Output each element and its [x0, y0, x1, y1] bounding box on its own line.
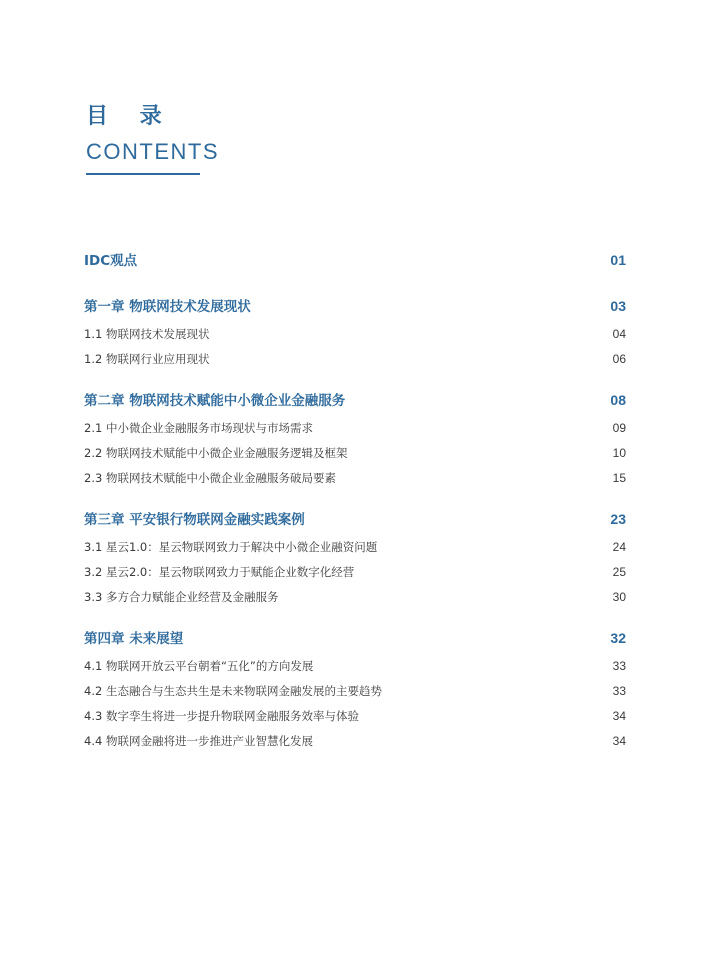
toc-chapter-page: 32: [610, 630, 626, 646]
toc-chapter-heading[interactable]: [84, 507, 626, 531]
title-block: [86, 103, 219, 175]
toc-chapter-label: 第三章 平安银行物联网金融实践案例: [84, 512, 305, 528]
toc-item-page: 25: [612, 565, 626, 579]
toc-chapter-page: 03: [610, 298, 626, 314]
toc-item-page: 24: [612, 540, 626, 554]
toc-item[interactable]: [84, 322, 626, 347]
toc-item-page: 10: [612, 446, 626, 460]
toc-chapter-heading[interactable]: [84, 388, 626, 412]
toc-item-label: 3.2 星云2.0：星云物联网致力于赋能企业数字化经营: [84, 565, 355, 579]
toc-item[interactable]: [84, 441, 626, 466]
toc-item-label: 1.2 物联网行业应用现状: [84, 352, 210, 366]
toc-item[interactable]: [84, 560, 626, 585]
toc-item-label: 4.1 物联网开放云平台朝着“五化”的方向发展: [84, 659, 314, 673]
toc-chapter-2: [84, 388, 626, 491]
toc-chapter-heading[interactable]: [84, 294, 626, 318]
page-title-cn: 目 录: [86, 104, 174, 129]
toc-chapter-label: 第一章 物联网技术发展现状: [84, 299, 251, 315]
toc-chapter-1: [84, 294, 626, 372]
toc-item-label: 4.3 数字孪生将进一步提升物联网金融服务效率与体验: [84, 709, 359, 723]
toc-chapter-label: 第四章 未来展望: [84, 631, 184, 647]
toc-item-label: 2.3 物联网技术赋能中小微企业金融服务破局要素: [84, 471, 336, 485]
toc-section-idc: [84, 248, 626, 272]
toc-item-page: 33: [612, 659, 626, 673]
toc-item[interactable]: [84, 535, 626, 560]
toc-item[interactable]: [84, 347, 626, 372]
toc-item-label: 4.2 生态融合与生态共生是未来物联网金融发展的主要趋势: [84, 684, 382, 698]
toc-chapter-3: [84, 507, 626, 610]
toc-chapter-page: 08: [610, 392, 626, 408]
toc-item-page: 34: [612, 709, 626, 723]
toc-item[interactable]: [84, 729, 626, 754]
toc-chapter-heading[interactable]: [84, 626, 626, 650]
toc-entry-page: 01: [610, 252, 626, 268]
toc-item-page: 30: [612, 590, 626, 604]
toc-item-label: 3.1 星云1.0：星云物联网致力于解决中小微企业融资问题: [84, 540, 378, 554]
toc-chapter-label: 第二章 物联网技术赋能中小微企业金融服务: [84, 393, 346, 409]
toc-item-label: 4.4 物联网金融将进一步推进产业智慧化发展: [84, 734, 313, 748]
toc-item[interactable]: [84, 585, 626, 610]
toc-chapter-page: 23: [610, 511, 626, 527]
toc-item-page: 33: [612, 684, 626, 698]
toc-item-label: 3.3 多方合力赋能企业经营及金融服务: [84, 590, 279, 604]
toc-item-label: 2.1 中小微企业金融服务市场现状与市场需求: [84, 421, 313, 435]
toc-item-label: 1.1 物联网技术发展现状: [84, 327, 210, 341]
toc-item-page: 15: [612, 471, 626, 485]
toc-item[interactable]: [84, 416, 626, 441]
toc-item-page: 04: [612, 327, 626, 341]
toc-item-page: 06: [612, 352, 626, 366]
toc-entry-idc[interactable]: [84, 248, 626, 272]
table-of-contents: [84, 248, 626, 770]
toc-item[interactable]: [84, 654, 626, 679]
title-underline: [86, 173, 200, 175]
toc-item[interactable]: [84, 704, 626, 729]
toc-item-page: 34: [612, 734, 626, 748]
toc-item-page: 09: [612, 421, 626, 435]
toc-entry-label: IDC观点: [84, 253, 138, 269]
page-title-en: CONTENTS: [86, 139, 219, 164]
toc-chapter-4: [84, 626, 626, 754]
toc-item[interactable]: [84, 466, 626, 491]
toc-item[interactable]: [84, 679, 626, 704]
toc-item-label: 2.2 物联网技术赋能中小微企业金融服务逻辑及框架: [84, 446, 348, 460]
